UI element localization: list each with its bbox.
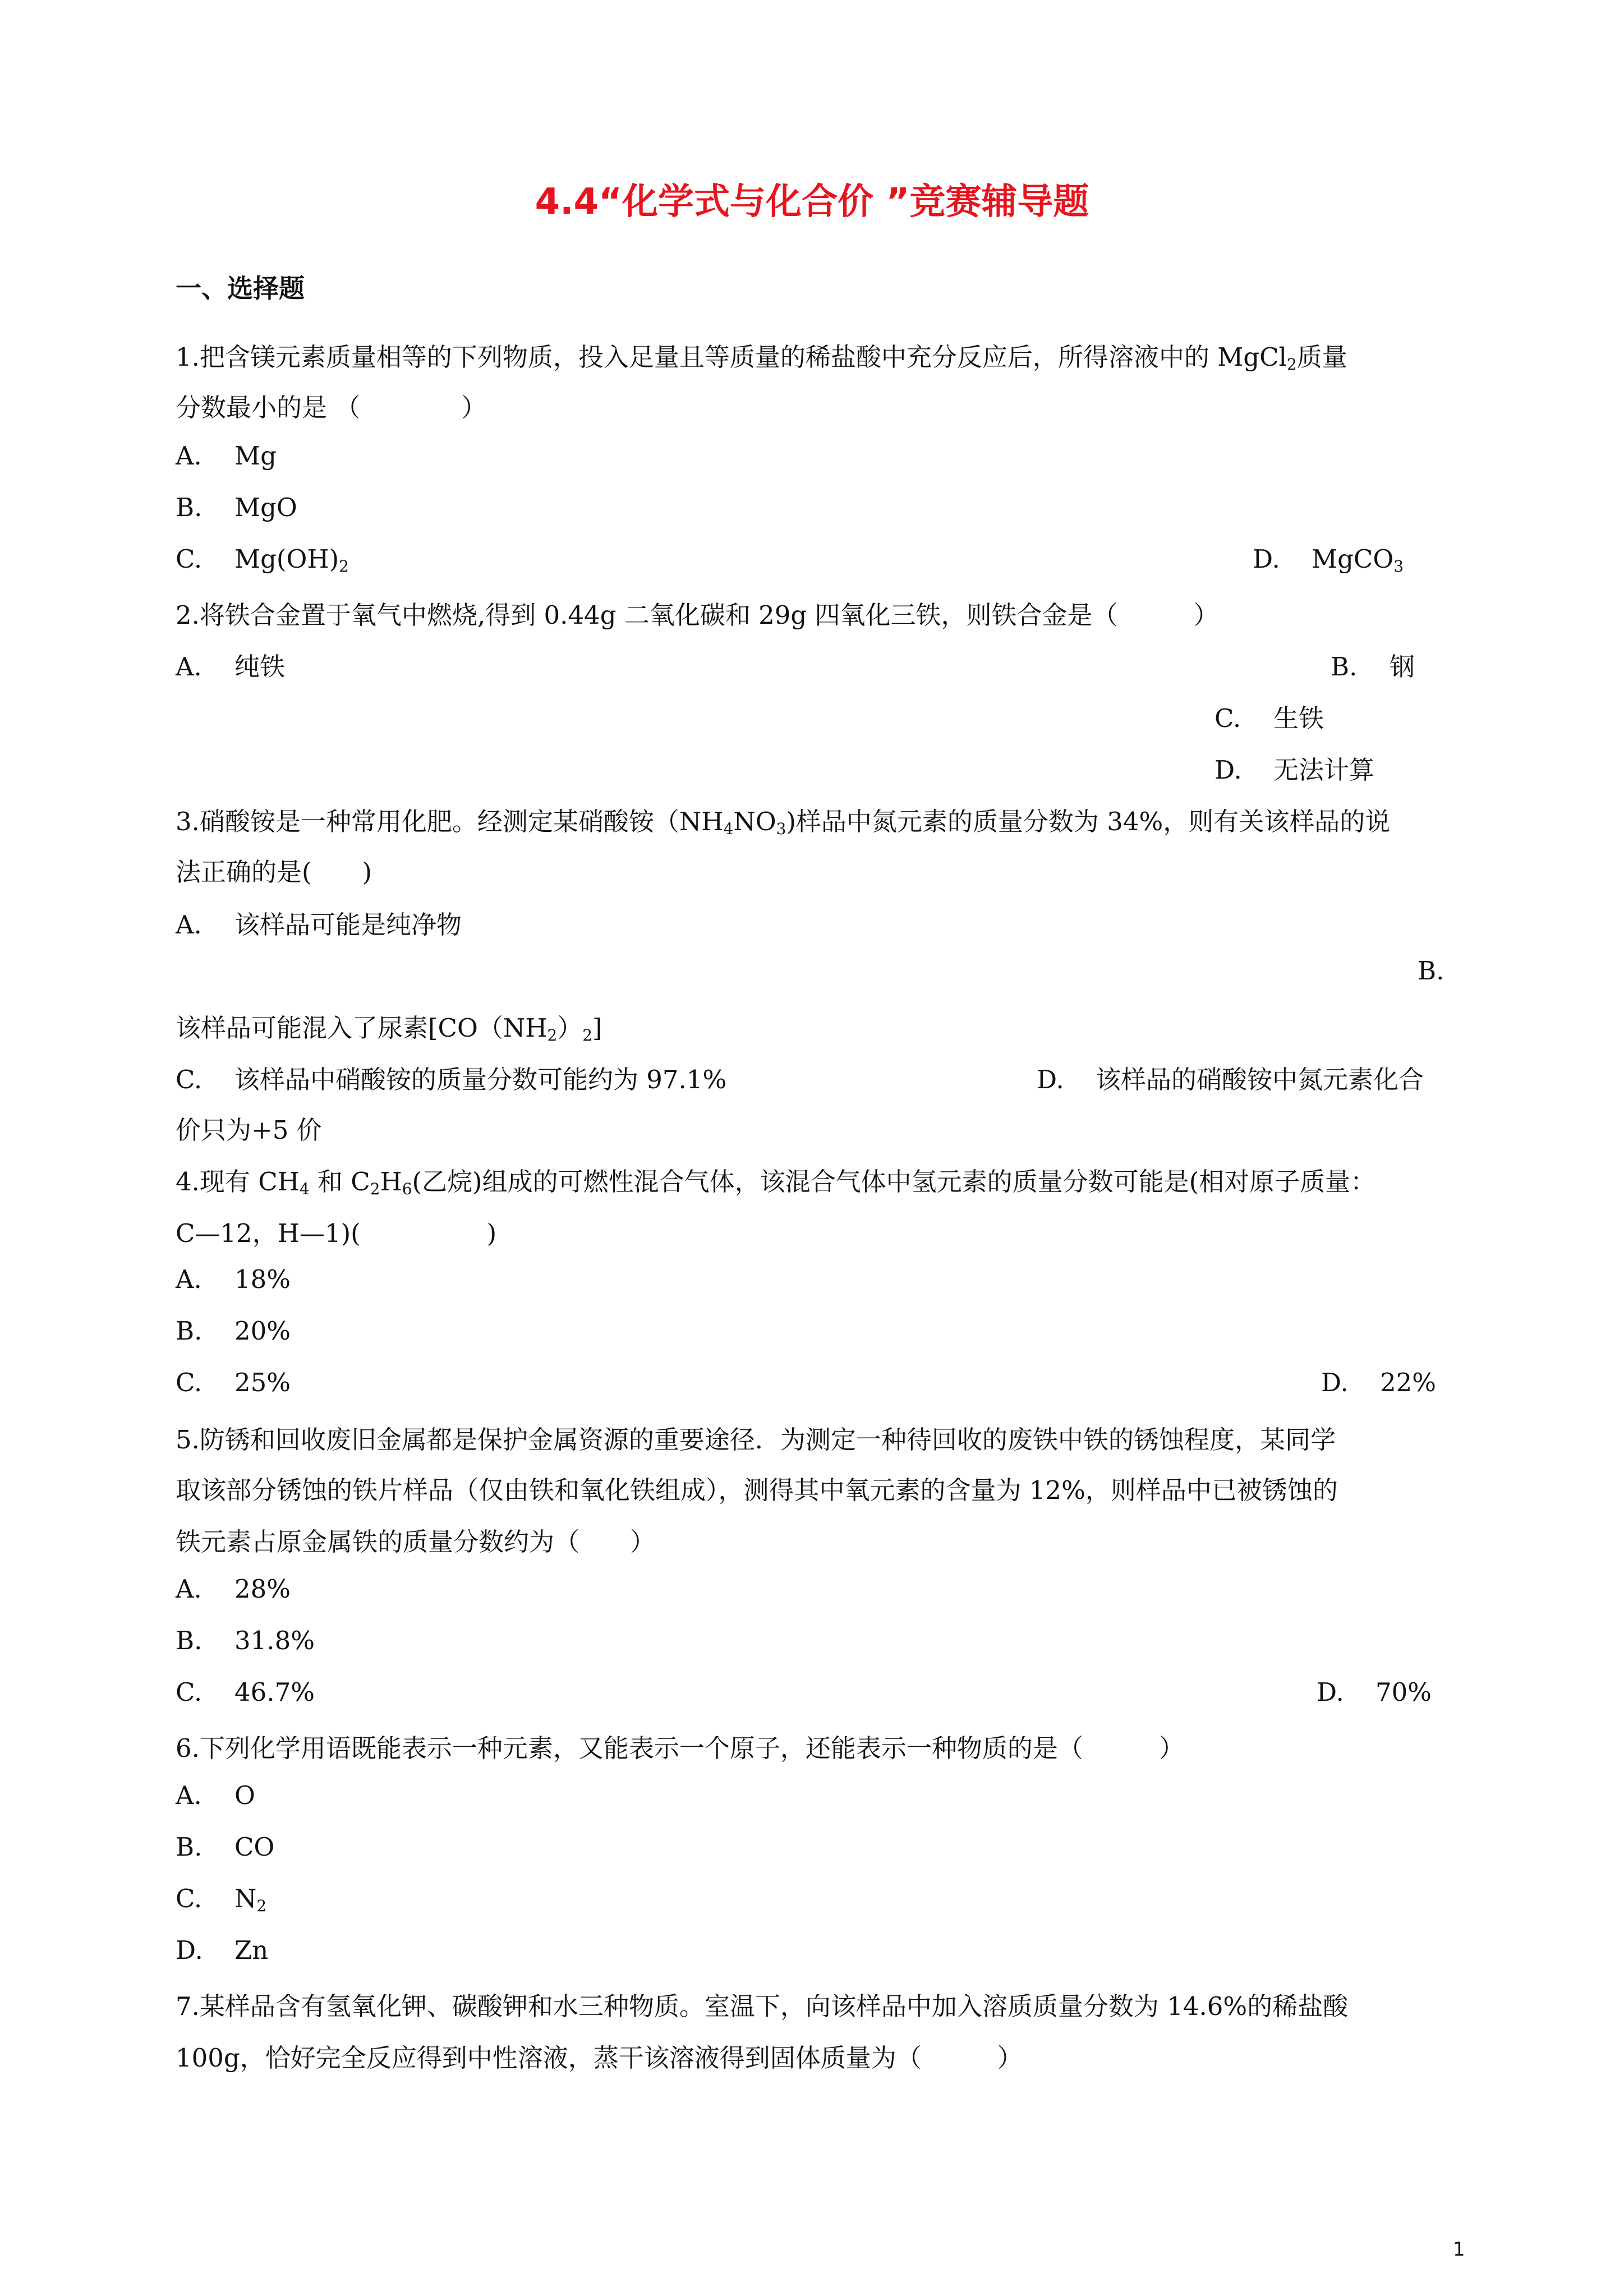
question-4-option-a: A. 18% xyxy=(176,1264,291,1294)
question-5-line-3: 铁元素占原金属铁的质量分数约为（ ） xyxy=(176,1527,656,1557)
question-7-line-1: 7.某样品含有氢氧化钾、碳酸钾和水三种物质。室温下，向该样品中加入溶质质量分数为 14.6%的稀盐酸 xyxy=(176,1991,1349,2021)
question-2-option-c: C. 生铁 xyxy=(1214,703,1324,733)
question-1-option-b: B. MgO xyxy=(176,493,297,522)
question-5-option-b: B. 31.8% xyxy=(176,1626,315,1655)
question-5-line-1: 5.防锈和回收废旧金属都是保护金属资源的重要途径．为测定一种待回收的废铁中铁的锈蚀程度，某同学 xyxy=(176,1425,1336,1455)
question-6-option-b: B. CO xyxy=(176,1832,275,1862)
question-6-option-a: A. O xyxy=(176,1780,255,1810)
question-1-line-2: 分数最小的是 （ ） xyxy=(176,393,487,422)
question-5-option-d: D. 70% xyxy=(1317,1677,1432,1707)
question-5-option-a: A. 28% xyxy=(176,1574,291,1604)
question-3-option-d: D. 该样品的硝酸铵中氮元素化合 xyxy=(1037,1065,1424,1094)
question-5-option-c: C. 46.7% xyxy=(176,1677,315,1707)
question-3-option-b: 该样品可能混入了尿素$[CO(NH_2)_2]$ xyxy=(176,1013,602,1045)
question-6-line-1: 6.下列化学用语既能表示一种元素，又能表示一个原子，还能表示一种物质的是（ ） xyxy=(176,1733,1184,1763)
question-7-line-2: 100g，恰好完全反应得到中性溶液，蒸干该溶液得到固体质量为（ ） xyxy=(176,2043,1023,2073)
page-number: 1 xyxy=(1453,2238,1465,2261)
question-1-option-c: C. $Mg(OH)_2$ xyxy=(176,544,349,576)
question-2-line-1: 2.将铁合金置于氧气中燃烧,得到 0.44g 二氧化碳和 29g 四氧化三铁，则铁合金是（ ） xyxy=(176,600,1219,630)
page-title: 4.4“化学式与化合价 ”竞赛辅导题 xyxy=(535,181,1089,223)
question-3-option-d-continued: 价只为+5 价 xyxy=(176,1115,322,1145)
question-3-option-a: A. 该样品可能是纯净物 xyxy=(176,910,462,940)
question-4-option-d: D. 22% xyxy=(1321,1368,1437,1397)
question-2-option-d: D. 无法计算 xyxy=(1214,755,1375,785)
question-1-option-a: A. Mg xyxy=(176,441,277,471)
question-4-line-1: 4.现有 $CH_4$ 和 $C_2H_6$(乙烷)组成的可燃性混合气体，该混合气体中氢元素的质量分数可能是(相对原子质量： xyxy=(176,1167,1376,1198)
question-4-line-2: C—12，H—1)( ) xyxy=(176,1218,497,1248)
question-2-option-a: A. 纯铁 xyxy=(176,652,286,682)
question-1-option-d: D. MgCO$_3$ xyxy=(1253,544,1404,576)
section-heading: 一、选择题 xyxy=(176,273,305,303)
question-6-option-c: C. $N_2$ xyxy=(176,1884,267,1915)
question-3-option-b-label: B. xyxy=(1418,956,1444,986)
question-4-option-c: C. 25% xyxy=(176,1368,291,1397)
question-5-line-2: 取该部分锈蚀的铁片样品（仅由铁和氧化铁组成），测得其中氧元素的含量为 12%，则样品中已被锈蚀的 xyxy=(176,1475,1338,1505)
question-4-option-b: B. 20% xyxy=(176,1316,291,1346)
question-2-option-b: B. 钢 xyxy=(1331,652,1415,682)
question-3-line-1: 3.硝酸铵是一种常用化肥。经测定某硝酸铵$(NH_4NO_3)$样品中氮元素的质量分数为 34%，则有关该样品的说 xyxy=(176,807,1391,838)
question-6-option-d: D. Zn xyxy=(176,1935,269,1965)
question-3-option-c: C. 该样品中硝酸铵的质量分数可能约为 97.1% xyxy=(176,1065,727,1094)
question-1-line-1: 1.把含镁元素质量相等的下列物质，投入足量且等质量的稀盐酸中充分反应后，所得溶液中的 MgCl$_2$质量 xyxy=(176,342,1347,374)
question-3-line-2: 法正确的是( ) xyxy=(176,857,372,887)
